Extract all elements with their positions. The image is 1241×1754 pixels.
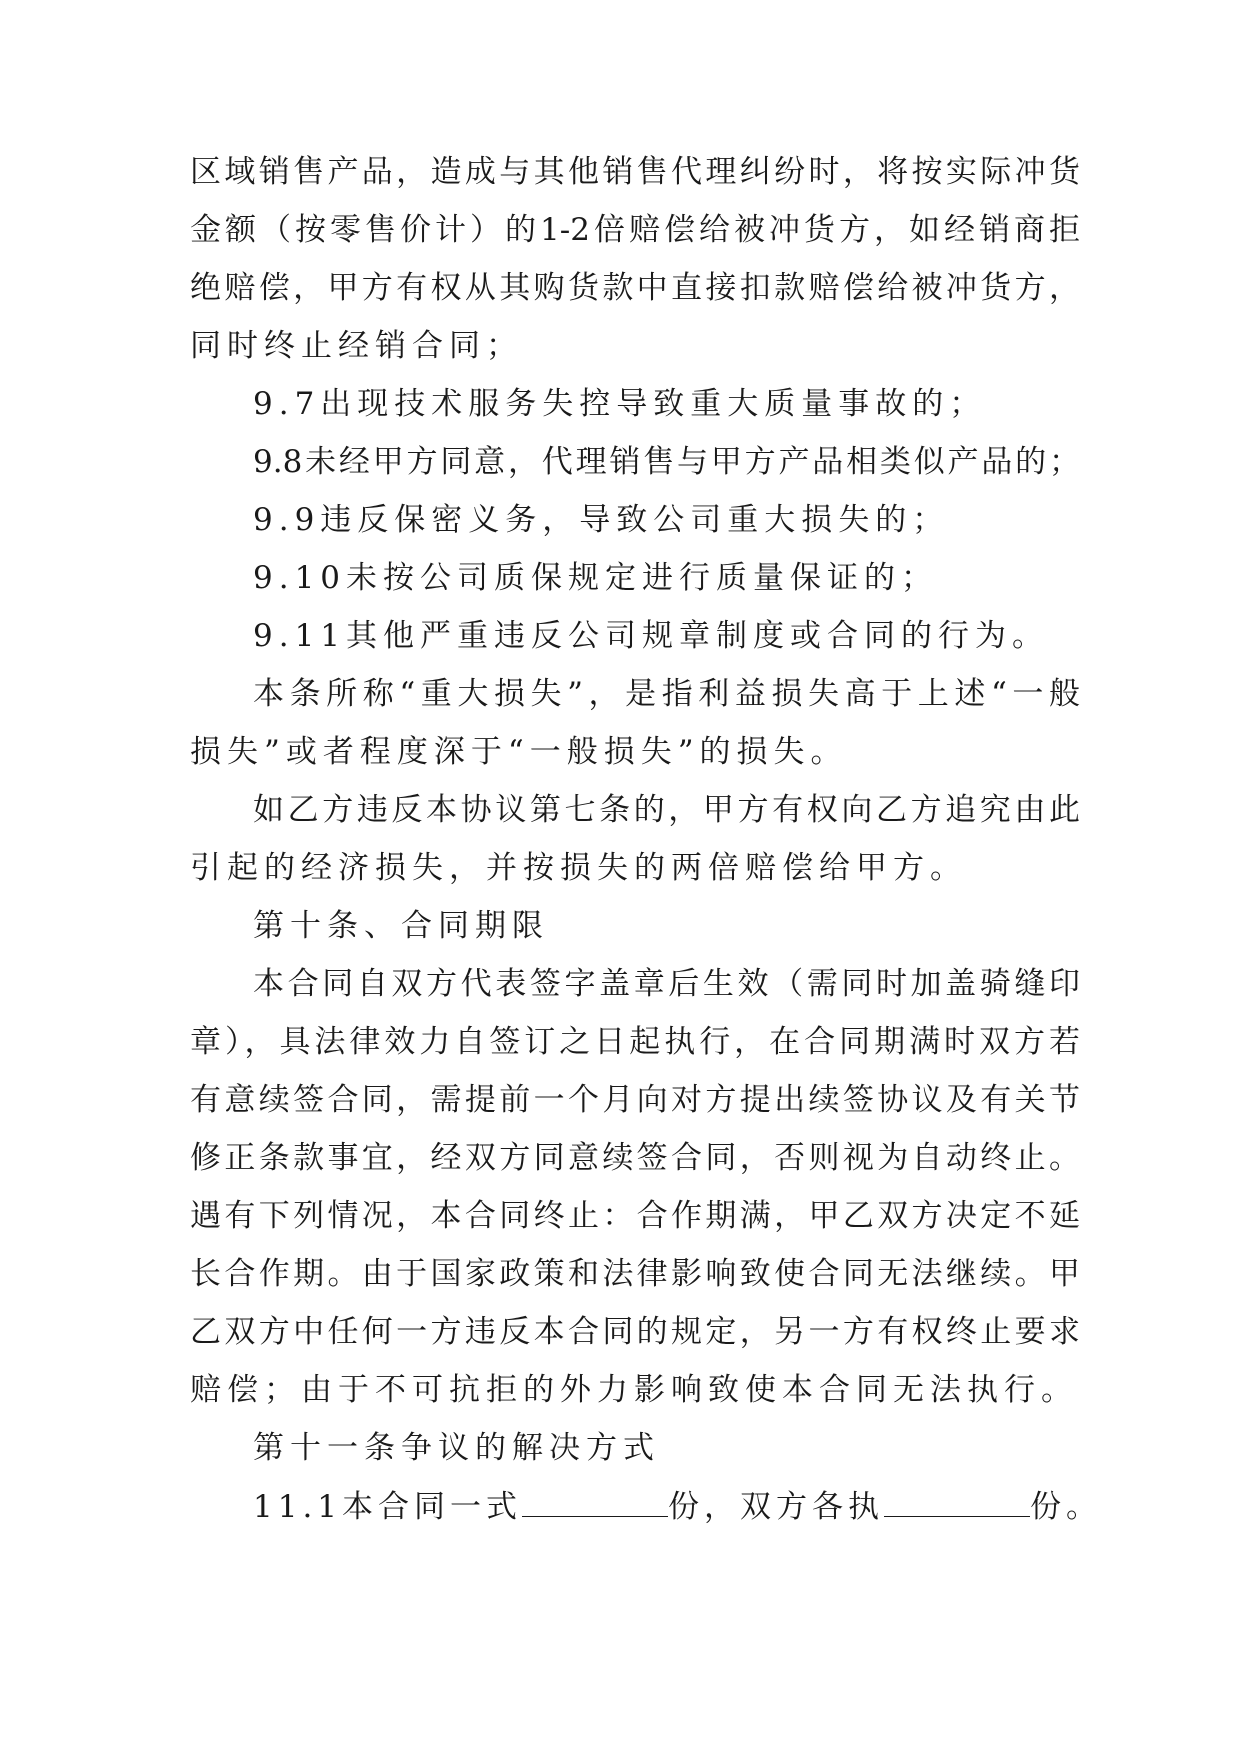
clause-9-7: 9.7出现技术服务失控导致重大质量事故的；: [253, 386, 987, 422]
clause-11-1-text-c: 份。: [1030, 1489, 1103, 1525]
clause-9-9: 9.9违反保密义务，导致公司重大损失的；: [253, 502, 950, 538]
paragraph-line: 遇有下列情况，本合同终止：合作期满，甲乙双方决定不延: [190, 1198, 1080, 1234]
clause-9-11: 9.11其他严重违反公司规章制度或合同的行为。: [253, 618, 1050, 654]
paragraph-line: 有意续签合同，需提前一个月向对方提出续签协议及有关节: [190, 1082, 1080, 1118]
paragraph-line: 金额（按零售价计）的1-2倍赔偿给被冲货方，如经销商拒: [190, 212, 1080, 248]
paragraph-line: 长合作期。由于国家政策和法律影响致使合同无法继续。甲: [190, 1256, 1080, 1292]
paragraph-line: 区域销售产品，造成与其他销售代理纠纷时，将按实际冲货: [190, 154, 1080, 190]
paragraph-line: 修正条款事宜，经双方同意续签合同，否则视为自动终止。: [190, 1140, 1080, 1176]
clause-11-1-text-b: 份，双方各执: [668, 1489, 885, 1525]
clause-11-1-text-a: 11.1本合同一式: [253, 1489, 523, 1525]
clause-9-10: 9.10未按公司质保规定进行质量保证的；: [253, 560, 939, 596]
clause-11-1: [253, 1486, 1103, 1526]
paragraph-line: 引起的经济损失，并按损失的两倍赔偿给甲方。: [190, 850, 967, 886]
clause-9-8: 9.8未经甲方同意，代理销售与甲方产品相类似产品的；: [253, 444, 1080, 480]
paragraph-line: 损失”或者程度深于“一般损失”的损失。: [190, 734, 848, 770]
paragraph-line: 本合同自双方代表签字盖章后生效（需同时加盖骑缝印: [253, 966, 1080, 1002]
section-heading-10: 第十条、合同期限: [253, 908, 549, 944]
paragraph-line: 本条所称“重大损失”，是指利益损失高于上述“一般: [253, 676, 1080, 712]
paragraph-line: 赔偿；由于不可抗拒的外力影响致使本合同无法执行。: [190, 1372, 1078, 1408]
paragraph-line: 绝赔偿，甲方有权从其购货款中直接扣款赔偿给被冲货方，: [190, 270, 1080, 306]
copies-each-blank[interactable]: [884, 1486, 1030, 1517]
paragraph-line: 章），具法律效力自签订之日起执行，在合同期满时双方若: [190, 1024, 1080, 1060]
paragraph-line: 乙双方中任何一方违反本合同的规定，另一方有权终止要求: [190, 1314, 1080, 1350]
copies-total-blank[interactable]: [522, 1486, 668, 1517]
paragraph-line: 同时终止经销合同；: [190, 328, 523, 364]
paragraph-line: 如乙方违反本协议第七条的，甲方有权向乙方追究由此: [253, 792, 1080, 828]
section-heading-11: 第十一条争议的解决方式: [253, 1430, 660, 1466]
